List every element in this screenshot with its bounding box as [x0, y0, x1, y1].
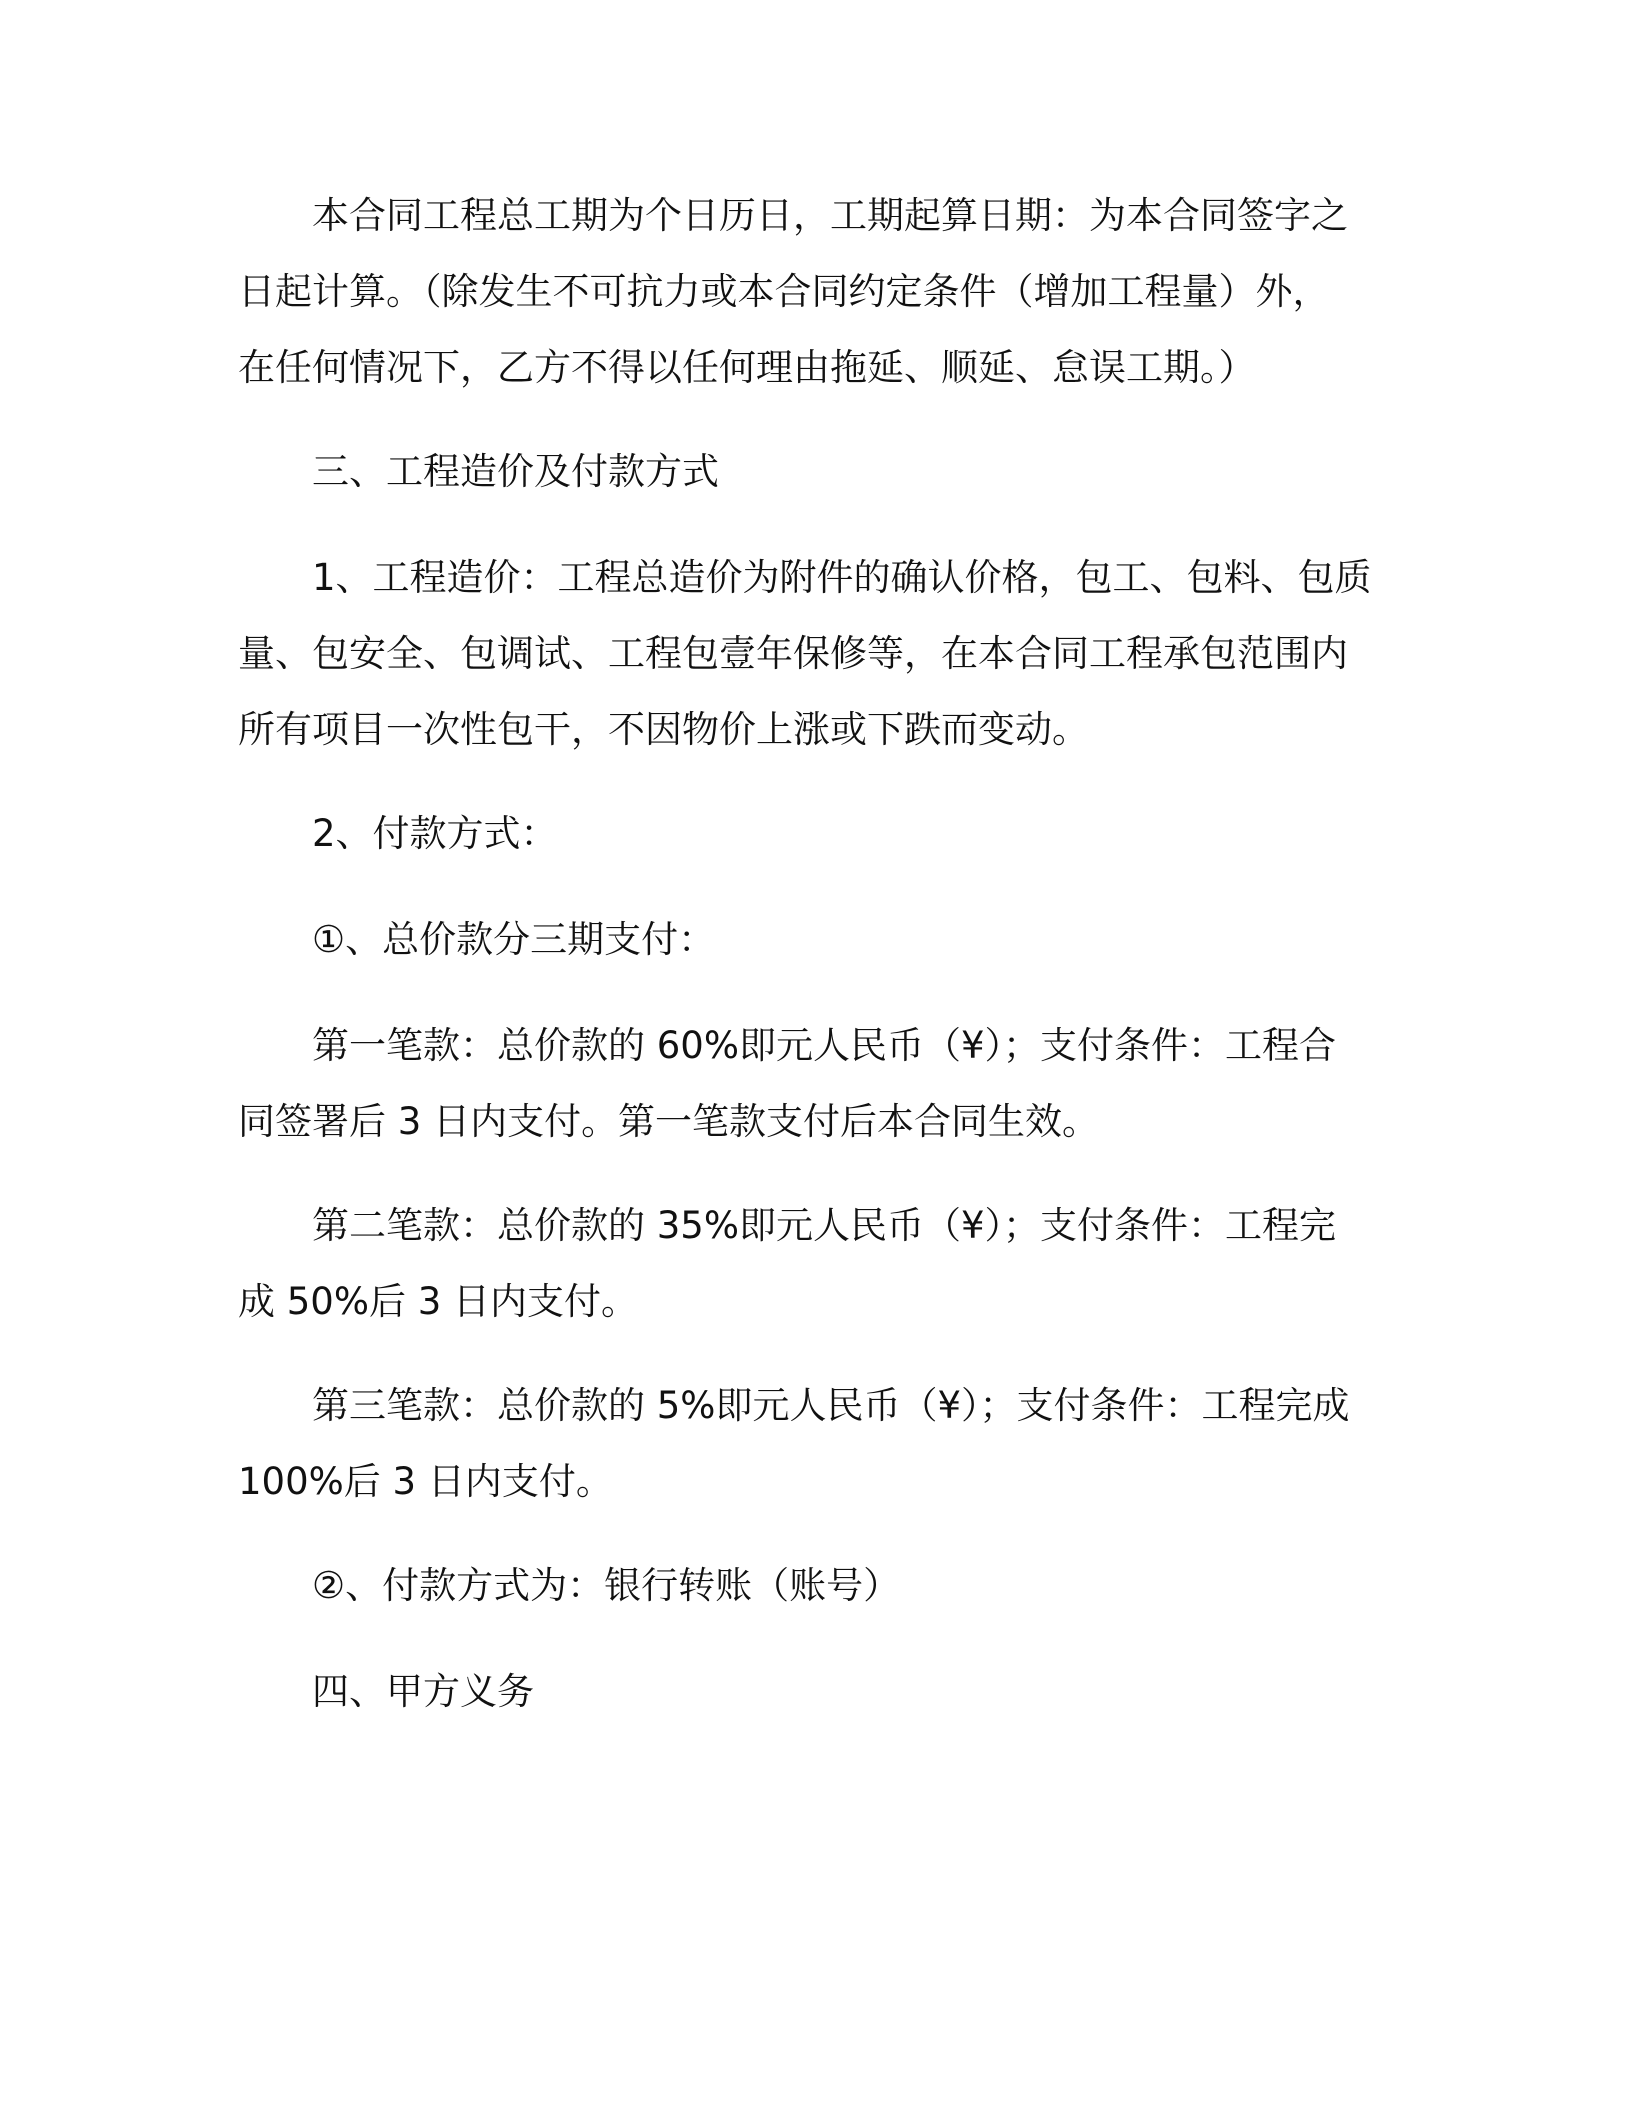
text-line: 成 50%后 3 日内支付。	[238, 1280, 639, 1323]
payment-method-bank-transfer	[238, 1548, 1398, 1624]
text-line: 同签署后 3 日内支付。第一笔款支付后本合同生效。	[238, 1100, 1100, 1143]
text-line: 2、付款方式：	[312, 812, 558, 855]
payment-second-installment	[238, 1188, 1398, 1340]
text-line: 四、甲方义务	[312, 1670, 534, 1713]
text-line: ①、总价款分三期支付：	[312, 918, 716, 961]
text-line: ②、付款方式为：银行转账（账号）	[312, 1564, 901, 1607]
text-line: 三、工程造价及付款方式	[312, 450, 719, 493]
text-line: 在任何情况下，乙方不得以任何理由拖延、顺延、怠误工期。）	[238, 346, 1256, 389]
text-line: 量、包安全、包调试、工程包壹年保修等，在本合同工程承包范围内	[238, 632, 1348, 675]
payment-first-installment	[238, 1008, 1398, 1160]
text-line: 日起计算。（除发生不可抗力或本合同约定条件（增加工程量）外，	[238, 270, 1330, 313]
payment-third-installment	[238, 1368, 1398, 1520]
paragraph-construction-duration	[238, 178, 1398, 406]
text-line: 1、工程造价：工程总造价为附件的确认价格，包工、包料、包质	[312, 556, 1372, 599]
text-line: 第三笔款：总价款的 5%即元人民币（¥）；支付条件：工程完成	[312, 1384, 1350, 1427]
text-line: 100%后 3 日内支付。	[238, 1460, 613, 1503]
payment-stages-intro	[238, 902, 1398, 978]
section-heading-party-a-obligations	[238, 1654, 1398, 1730]
clause-payment-method-heading	[238, 796, 1398, 872]
text-line: 本合同工程总工期为个日历日，工期起算日期：为本合同签字之	[312, 194, 1348, 237]
text-line: 所有项目一次性包干，不因物价上涨或下跌而变动。	[238, 708, 1089, 751]
clause-construction-price	[238, 540, 1398, 768]
text-line: 第一笔款：总价款的 60%即元人民币（¥）；支付条件：工程合	[312, 1024, 1337, 1067]
text-line: 第二笔款：总价款的 35%即元人民币（¥）；支付条件：工程完	[312, 1204, 1337, 1247]
section-heading-price-and-payment	[238, 434, 1398, 510]
